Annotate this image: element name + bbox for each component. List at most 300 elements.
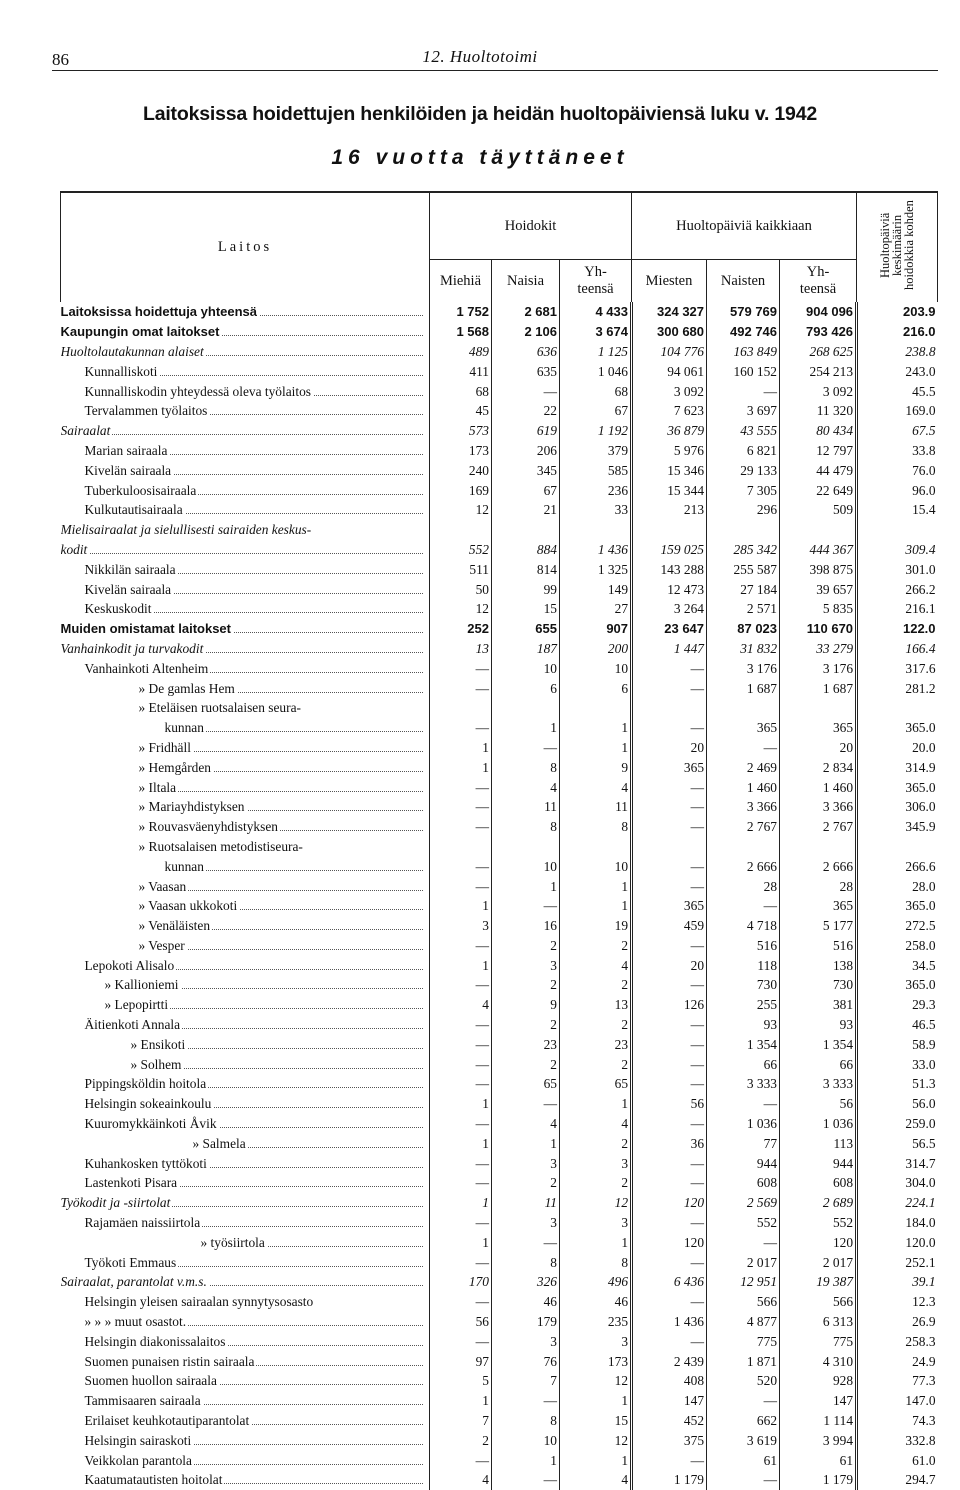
row-label-wrap xyxy=(61,500,428,519)
cell-naisia: 11 xyxy=(492,1193,560,1213)
row-label-wrap xyxy=(61,1371,428,1390)
cell-naisten: 118 xyxy=(707,955,780,975)
row-label-wrap xyxy=(61,421,428,440)
table-body xyxy=(61,302,938,1490)
row-label-wrap xyxy=(61,1451,428,1470)
cell-naisten: 29 133 xyxy=(707,460,780,480)
row-label xyxy=(61,1430,430,1450)
row-label xyxy=(61,1193,430,1213)
cell-hoidokit-yhteensa: 2 xyxy=(560,1133,632,1153)
cell-naisten: 516 xyxy=(707,936,780,956)
cell-naisia: 8 xyxy=(492,817,560,837)
row-label-text: Suomen huollon sairaala xyxy=(61,1373,219,1388)
cell-naisia: 16 xyxy=(492,916,560,936)
cell-average: 258.0 xyxy=(857,936,938,956)
cell-miehia: 1 xyxy=(430,1193,492,1213)
cell-paivat-yhteensa: 1 460 xyxy=(780,777,857,797)
row-label-text: Laitoksissa hoidettuja yhteensä xyxy=(60,304,258,320)
row-label-wrap xyxy=(61,1173,428,1192)
cell-naisten: 77 xyxy=(707,1133,780,1153)
table-row xyxy=(61,1193,938,1213)
row-label-text: Kaatumatautisten hoitolat xyxy=(61,1472,225,1487)
row-label xyxy=(61,500,430,520)
cell-hoidokit-yhteensa: 8 xyxy=(560,1252,632,1272)
cell-average: 74.3 xyxy=(857,1411,938,1431)
cell-paivat-yhteensa: 2 017 xyxy=(780,1252,857,1272)
cell-miehia: 252 xyxy=(430,619,492,639)
cell-naisia: 11 xyxy=(492,797,560,817)
cell-miesten: 23 647 xyxy=(632,619,707,639)
table-row xyxy=(61,322,938,342)
cell-miehia: — xyxy=(430,1054,492,1074)
cell-miehia xyxy=(430,837,492,857)
table-row xyxy=(61,480,938,500)
cell-miehia: 45 xyxy=(430,401,492,421)
cell-paivat-yhteensa: 110 670 xyxy=(780,619,857,639)
row-label-wrap xyxy=(61,797,428,816)
cell-naisia: 2 xyxy=(492,975,560,995)
table-row xyxy=(61,579,938,599)
cell-miehia: 489 xyxy=(430,342,492,362)
cell-miesten: 1 447 xyxy=(632,639,707,659)
cell-paivat-yhteensa: 730 xyxy=(780,975,857,995)
cell-hoidokit-yhteensa: 68 xyxy=(560,381,632,401)
table-row xyxy=(61,698,938,718)
row-label-wrap xyxy=(61,698,428,717)
cell-naisten: — xyxy=(707,1391,780,1411)
row-label-wrap xyxy=(61,481,428,500)
cell-hoidokit-yhteensa: 496 xyxy=(560,1272,632,1292)
cell-hoidokit-yhteensa: 2 xyxy=(560,1054,632,1074)
cell-naisten: 1 871 xyxy=(707,1351,780,1371)
cell-miehia: 173 xyxy=(430,441,492,461)
cell-hoidokit-yhteensa: 23 xyxy=(560,1034,632,1054)
row-label xyxy=(61,1034,430,1054)
cell-average: 224.1 xyxy=(857,1193,938,1213)
cell-miesten: 3 092 xyxy=(632,381,707,401)
cell-paivat-yhteensa: 28 xyxy=(780,876,857,896)
cell-miehia: — xyxy=(430,876,492,896)
cell-miehia: — xyxy=(430,975,492,995)
row-label-text: » Salmela xyxy=(61,1136,248,1151)
table-row xyxy=(61,797,938,817)
table-row xyxy=(61,718,938,738)
cell-naisia: 1 xyxy=(492,1133,560,1153)
row-label-wrap xyxy=(61,718,428,737)
cell-naisten: 3 176 xyxy=(707,658,780,678)
cell-naisia: 3 xyxy=(492,1331,560,1351)
running-head: 12. Huoltotoimi xyxy=(422,47,538,66)
cell-naisten: 12 951 xyxy=(707,1272,780,1292)
table-row xyxy=(61,1252,938,1272)
cell-naisia: 814 xyxy=(492,559,560,579)
cell-miehia: 97 xyxy=(430,1351,492,1371)
cell-naisia: 2 xyxy=(492,1054,560,1074)
cell-naisten: 730 xyxy=(707,975,780,995)
cell-miehia: 1 xyxy=(430,955,492,975)
cell-paivat-yhteensa: 56 xyxy=(780,1094,857,1114)
table-row xyxy=(61,738,938,758)
row-label-text: Kuhankosken tyttökoti xyxy=(61,1156,209,1171)
cell-naisten: 6 821 xyxy=(707,441,780,461)
row-label-wrap xyxy=(61,1272,428,1291)
cell-miesten: 6 436 xyxy=(632,1272,707,1292)
row-label-wrap xyxy=(61,975,428,994)
cell-average: 252.1 xyxy=(857,1252,938,1272)
cell-miesten: 56 xyxy=(632,1094,707,1114)
cell-naisia: 67 xyxy=(492,480,560,500)
cell-naisia: 2 xyxy=(492,1173,560,1193)
cell-naisia: 21 xyxy=(492,500,560,520)
cell-miehia: 4 xyxy=(430,1470,492,1490)
cell-paivat-yhteensa: 444 367 xyxy=(780,540,857,560)
cell-paivat-yhteensa: 944 xyxy=(780,1153,857,1173)
cell-naisten: 163 849 xyxy=(707,342,780,362)
row-label xyxy=(61,619,430,639)
cell-average: 67.5 xyxy=(857,421,938,441)
row-label xyxy=(61,936,430,956)
cell-miehia: — xyxy=(430,1252,492,1272)
cell-paivat-yhteensa: 775 xyxy=(780,1331,857,1351)
row-label-wrap xyxy=(61,837,428,856)
row-label xyxy=(61,1272,430,1292)
cell-miesten: — xyxy=(632,1450,707,1470)
cell-miehia: 170 xyxy=(430,1272,492,1292)
cell-hoidokit-yhteensa xyxy=(560,520,632,540)
table-row xyxy=(61,995,938,1015)
cell-miehia: 4 xyxy=(430,995,492,1015)
cell-hoidokit-yhteensa: 235 xyxy=(560,1312,632,1332)
cell-hoidokit-yhteensa: 200 xyxy=(560,639,632,659)
row-label xyxy=(61,896,430,916)
row-label-wrap xyxy=(61,1332,428,1351)
table-row xyxy=(61,1232,938,1252)
row-label xyxy=(61,1074,430,1094)
row-label-text: » » » muut osastot. xyxy=(61,1314,189,1329)
row-label xyxy=(61,658,430,678)
table-row xyxy=(61,975,938,995)
cell-miehia: — xyxy=(430,1114,492,1134)
table-row xyxy=(61,1054,938,1074)
cell-average: 34.5 xyxy=(857,955,938,975)
cell-hoidokit-yhteensa: 149 xyxy=(560,579,632,599)
row-label xyxy=(61,1153,430,1173)
cell-miesten: 120 xyxy=(632,1193,707,1213)
cell-naisten: 43 555 xyxy=(707,421,780,441)
cell-naisia: — xyxy=(492,381,560,401)
cell-miehia: — xyxy=(430,678,492,698)
cell-miesten: 452 xyxy=(632,1411,707,1431)
cell-average: 24.9 xyxy=(857,1351,938,1371)
table-row xyxy=(61,1133,938,1153)
row-label-wrap xyxy=(61,1470,428,1489)
cell-miehia: 3 xyxy=(430,916,492,936)
cell-naisten: 61 xyxy=(707,1450,780,1470)
cell-hoidokit-yhteensa: 1 xyxy=(560,876,632,896)
row-label-wrap xyxy=(61,441,428,460)
cell-miehia: — xyxy=(430,1331,492,1351)
cell-miesten: 20 xyxy=(632,738,707,758)
table-row xyxy=(61,1272,938,1292)
row-label-text: » työsiirtola xyxy=(61,1235,267,1250)
cell-naisia: 655 xyxy=(492,619,560,639)
table-row xyxy=(61,1114,938,1134)
cell-hoidokit-yhteensa: 11 xyxy=(560,797,632,817)
row-label-text: Lepokoti Alisalo xyxy=(61,958,177,973)
cell-miehia: 1 xyxy=(430,1232,492,1252)
cell-naisia: 179 xyxy=(492,1312,560,1332)
cell-miesten: 375 xyxy=(632,1430,707,1450)
cell-miehia: — xyxy=(430,777,492,797)
cell-miehia: 511 xyxy=(430,559,492,579)
cell-miesten: 5 976 xyxy=(632,441,707,461)
row-label-wrap xyxy=(61,322,428,341)
row-label xyxy=(61,1450,430,1470)
cell-paivat-yhteensa: 66 xyxy=(780,1054,857,1074)
cell-naisten: — xyxy=(707,381,780,401)
cell-naisia: — xyxy=(492,896,560,916)
row-label-text: » Vesper xyxy=(61,938,187,953)
header-teensa: teensä xyxy=(577,281,614,297)
cell-naisia: 2 106 xyxy=(492,322,560,342)
cell-naisia: 2 xyxy=(492,1015,560,1035)
row-label-wrap xyxy=(61,1352,428,1371)
cell-miesten: 36 879 xyxy=(632,421,707,441)
row-label-text: Veikkolan parantola xyxy=(61,1453,194,1468)
cell-miehia: 5 xyxy=(430,1371,492,1391)
cell-paivat-yhteensa: 3 333 xyxy=(780,1074,857,1094)
cell-hoidokit-yhteensa: 46 xyxy=(560,1292,632,1312)
cell-naisia: 8 xyxy=(492,1252,560,1272)
cell-naisten: 3 366 xyxy=(707,797,780,817)
cell-average: 294.7 xyxy=(857,1470,938,1490)
table-row xyxy=(61,1411,938,1431)
cell-miehia: 411 xyxy=(430,361,492,381)
cell-hoidokit-yhteensa: 1 125 xyxy=(560,342,632,362)
cell-naisten: 552 xyxy=(707,1213,780,1233)
cell-average: 259.0 xyxy=(857,1114,938,1134)
row-label-text: Kunnalliskoti xyxy=(61,364,160,379)
table-row xyxy=(61,520,938,540)
cell-miehia: — xyxy=(430,718,492,738)
cell-hoidokit-yhteensa: 3 xyxy=(560,1153,632,1173)
cell-hoidokit-yhteensa: 2 xyxy=(560,936,632,956)
cell-naisia: 8 xyxy=(492,1411,560,1431)
cell-naisia: 3 xyxy=(492,955,560,975)
row-label-text: » Mariayhdistyksen xyxy=(61,799,247,814)
row-label xyxy=(61,1054,430,1074)
cell-hoidokit-yhteensa: 1 436 xyxy=(560,540,632,560)
cell-paivat-yhteensa: 33 279 xyxy=(780,639,857,659)
cell-paivat-yhteensa: 566 xyxy=(780,1292,857,1312)
cell-hoidokit-yhteensa: 1 xyxy=(560,896,632,916)
row-label-wrap xyxy=(61,1411,428,1430)
cell-naisten: 365 xyxy=(707,718,780,738)
cell-miesten: — xyxy=(632,1213,707,1233)
cell-hoidokit-yhteensa: 1 325 xyxy=(560,559,632,579)
row-label xyxy=(61,322,430,342)
row-label xyxy=(61,797,430,817)
cell-naisia: 636 xyxy=(492,342,560,362)
cell-naisia: — xyxy=(492,1094,560,1114)
row-label xyxy=(61,559,430,579)
cell-hoidokit-yhteensa: 6 xyxy=(560,678,632,698)
row-label-wrap xyxy=(61,1015,428,1034)
row-label-wrap xyxy=(61,1292,428,1311)
table-row xyxy=(61,559,938,579)
row-label-wrap xyxy=(61,619,428,638)
table-row xyxy=(61,1331,938,1351)
cell-average: 20.0 xyxy=(857,738,938,758)
cell-average: 96.0 xyxy=(857,480,938,500)
table-row xyxy=(61,1074,938,1094)
cell-naisten: 2 017 xyxy=(707,1252,780,1272)
cell-naisia: 2 xyxy=(492,936,560,956)
cell-miesten: — xyxy=(632,718,707,738)
cell-average xyxy=(857,520,938,540)
cell-naisia: 206 xyxy=(492,441,560,461)
row-label xyxy=(61,599,430,619)
header-naisten: Naisten xyxy=(707,260,780,303)
row-label xyxy=(61,579,430,599)
cell-miesten: 159 025 xyxy=(632,540,707,560)
cell-naisten: 2 569 xyxy=(707,1193,780,1213)
cell-average: 365.0 xyxy=(857,975,938,995)
row-label-text: Tervalammen työlaitos xyxy=(61,403,210,418)
header-average-text: Huoltopäiviä keskimäärin hoidokkia kohden xyxy=(878,200,917,290)
header-laitos: Laitos xyxy=(61,192,430,302)
cell-miesten: 2 439 xyxy=(632,1351,707,1371)
cell-naisia: 4 xyxy=(492,777,560,797)
row-label-text: Huoltolautakunnan alaiset xyxy=(60,343,204,359)
cell-miesten: — xyxy=(632,777,707,797)
cell-miesten: — xyxy=(632,1015,707,1035)
header-hoidokit: Hoidokit xyxy=(430,192,632,260)
cell-average: 51.3 xyxy=(857,1074,938,1094)
row-label-wrap xyxy=(61,659,428,678)
cell-average: 166.4 xyxy=(857,639,938,659)
row-label-text: » Lepopirtti xyxy=(61,997,171,1012)
row-label xyxy=(61,1351,430,1371)
cell-paivat-yhteensa: 113 xyxy=(780,1133,857,1153)
row-label-text: kodit xyxy=(60,541,88,557)
cell-naisia: 884 xyxy=(492,540,560,560)
cell-naisia: 65 xyxy=(492,1074,560,1094)
cell-miehia: 12 xyxy=(430,599,492,619)
cell-naisten: 3 697 xyxy=(707,401,780,421)
cell-paivat-yhteensa: 5 177 xyxy=(780,916,857,936)
row-label-text: » Vaasan xyxy=(61,879,189,894)
cell-paivat-yhteensa: 5 835 xyxy=(780,599,857,619)
cell-miehia: 12 xyxy=(430,500,492,520)
row-label-wrap xyxy=(61,560,428,579)
table-row xyxy=(61,678,938,698)
cell-miehia xyxy=(430,698,492,718)
row-label-wrap xyxy=(61,758,428,777)
row-label xyxy=(61,916,430,936)
row-label-wrap xyxy=(61,877,428,896)
cell-naisten: 87 023 xyxy=(707,619,780,639)
cell-paivat-yhteensa: 1 114 xyxy=(780,1411,857,1431)
row-label-wrap xyxy=(61,1134,428,1153)
cell-naisten: 566 xyxy=(707,1292,780,1312)
cell-paivat-yhteensa: 138 xyxy=(780,955,857,975)
cell-miehia: 7 xyxy=(430,1411,492,1431)
table-row xyxy=(61,381,938,401)
cell-miesten: — xyxy=(632,1114,707,1134)
row-label-text: Kunnalliskodin yhteydessä oleva työlaitos xyxy=(61,384,314,399)
row-label xyxy=(61,975,430,995)
cell-miesten: — xyxy=(632,936,707,956)
row-label-text: » Eteläisen ruotsalaisen seura- xyxy=(61,700,304,715)
row-label-text: Työkodit ja -siirtolat xyxy=(60,1195,171,1211)
cell-naisia: 99 xyxy=(492,579,560,599)
cell-paivat-yhteensa: 3 092 xyxy=(780,381,857,401)
row-label-wrap xyxy=(61,1035,428,1054)
page-number: 86 xyxy=(52,50,69,69)
cell-paivat-yhteensa: 398 875 xyxy=(780,559,857,579)
row-label-wrap xyxy=(61,302,428,321)
cell-miesten: — xyxy=(632,876,707,896)
cell-naisia: 1 xyxy=(492,718,560,738)
cell-paivat-yhteensa: 608 xyxy=(780,1173,857,1193)
cell-naisten: 3 333 xyxy=(707,1074,780,1094)
cell-paivat-yhteensa: 11 320 xyxy=(780,401,857,421)
cell-naisia: 345 xyxy=(492,460,560,480)
cell-miesten: — xyxy=(632,817,707,837)
row-label xyxy=(61,856,430,876)
cell-naisia xyxy=(492,698,560,718)
cell-naisten xyxy=(707,837,780,857)
table-row xyxy=(61,1312,938,1332)
cell-average: 281.2 xyxy=(857,678,938,698)
cell-paivat-yhteensa: 365 xyxy=(780,718,857,738)
cell-naisia: 1 xyxy=(492,876,560,896)
row-label-wrap xyxy=(61,461,428,480)
cell-miehia: — xyxy=(430,1015,492,1035)
cell-hoidokit-yhteensa: 2 xyxy=(560,1173,632,1193)
cell-miehia: — xyxy=(430,1450,492,1470)
cell-miehia: 1 752 xyxy=(430,302,492,322)
table-row xyxy=(61,777,938,797)
cell-naisia xyxy=(492,837,560,857)
row-label-wrap xyxy=(61,857,428,876)
header-yh-2: Yh- xyxy=(806,264,830,280)
cell-average: 58.9 xyxy=(857,1034,938,1054)
table-row xyxy=(61,916,938,936)
cell-naisten: 608 xyxy=(707,1173,780,1193)
row-label-text: » Fridhäll xyxy=(61,740,193,755)
cell-hoidokit-yhteensa xyxy=(560,837,632,857)
cell-hoidokit-yhteensa: 10 xyxy=(560,856,632,876)
row-label xyxy=(61,342,430,362)
row-label-wrap xyxy=(61,679,428,698)
row-label-wrap xyxy=(61,382,428,401)
cell-hoidokit-yhteensa: 4 xyxy=(560,955,632,975)
table-row xyxy=(61,1213,938,1233)
cell-average: 26.9 xyxy=(857,1312,938,1332)
cell-paivat-yhteensa: 3 176 xyxy=(780,658,857,678)
cell-average: 29.3 xyxy=(857,995,938,1015)
row-label-text: Sairaalat xyxy=(60,423,111,439)
cell-naisia: — xyxy=(492,1391,560,1411)
table-row xyxy=(61,856,938,876)
row-label xyxy=(61,639,430,659)
cell-miehia: — xyxy=(430,797,492,817)
cell-hoidokit-yhteensa: 1 xyxy=(560,718,632,738)
cell-miehia: 56 xyxy=(430,1312,492,1332)
row-label-text: Muiden omistamat laitokset xyxy=(60,621,231,637)
